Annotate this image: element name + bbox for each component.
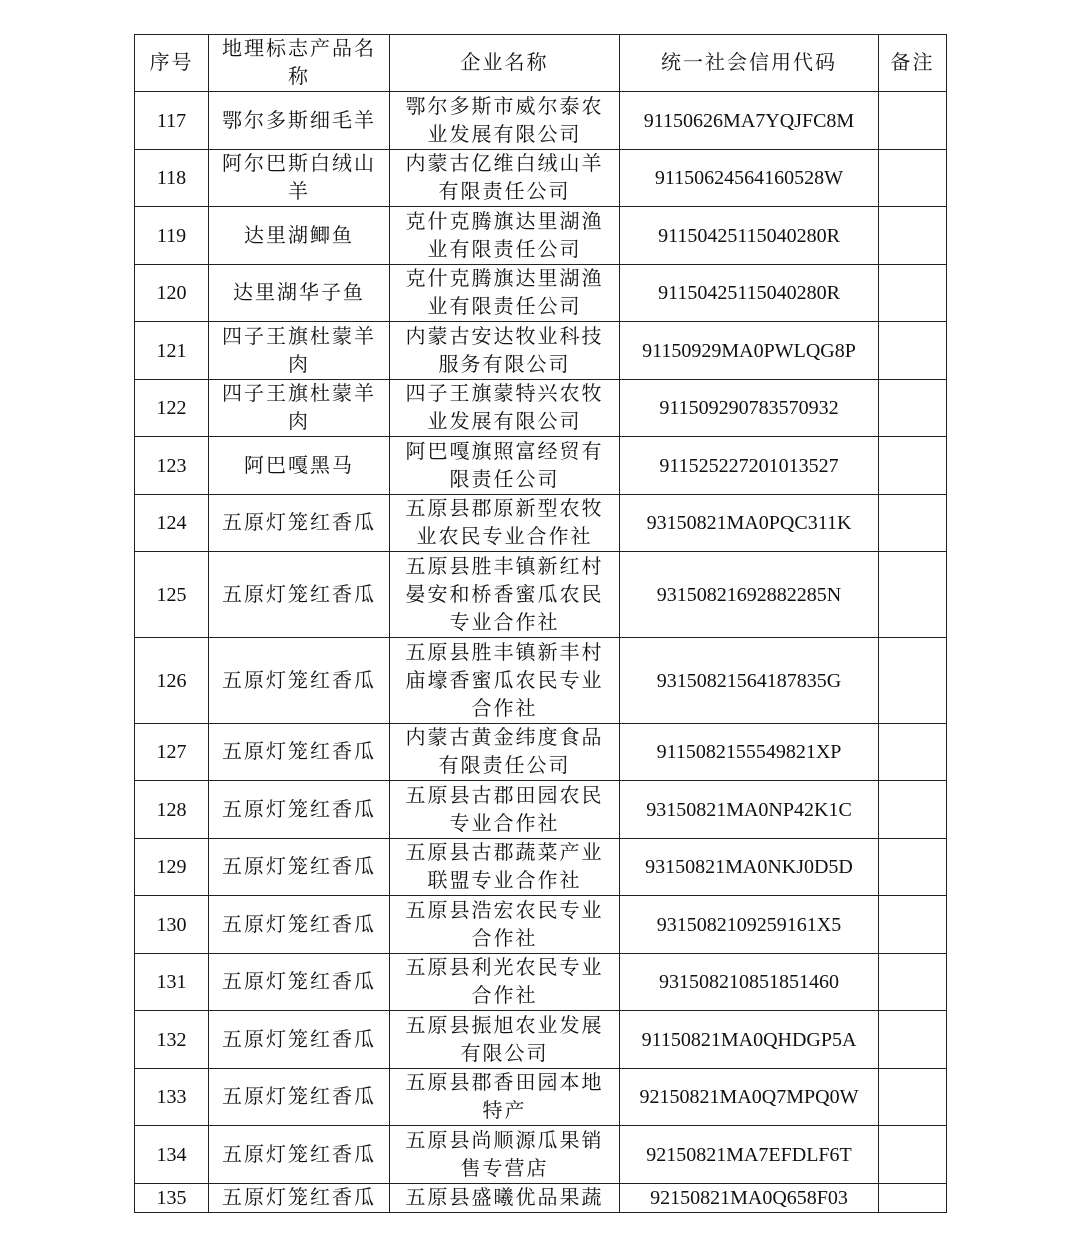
company-name-cell — [390, 495, 620, 552]
credit-code: 93150821MA0NP42K1C — [646, 798, 852, 821]
note-cell — [879, 92, 947, 150]
company-name-cell — [390, 265, 620, 322]
header-product: 地理标志产品名称 — [209, 35, 390, 92]
table-row — [135, 380, 947, 437]
company-name-cell — [390, 92, 620, 150]
row-number-cell — [135, 437, 209, 495]
product-name-cell — [209, 495, 390, 552]
product-name: 五原灯笼红香瓜 — [222, 1187, 376, 1209]
table-row — [135, 150, 947, 207]
row-number-cell — [135, 954, 209, 1011]
credit-code: 91150929MA0PWLQG8P — [642, 339, 856, 362]
row-number: 131 — [156, 971, 187, 993]
credit-code: 91150626MA7YQJFC8M — [643, 109, 855, 132]
table-row — [135, 1069, 947, 1126]
credit-code-cell — [620, 207, 879, 265]
note-cell — [879, 896, 947, 954]
product-name: 五原灯笼红香瓜 — [222, 798, 376, 821]
row-number-cell — [135, 1069, 209, 1126]
credit-code: 91150624564160528W — [654, 167, 844, 189]
company-name: 内蒙古黄金纬度食品有限责任公司 — [405, 727, 604, 777]
row-number-cell — [135, 1184, 209, 1213]
credit-code: 93150821MA0NKJ0D5D — [645, 856, 853, 878]
note-cell — [879, 150, 947, 207]
credit-code-cell — [620, 265, 879, 322]
company-name: 五原县浩宏农民专业合作社 — [405, 899, 604, 950]
geo-product-company-table — [134, 34, 947, 1213]
table-row — [135, 781, 947, 839]
table-row — [135, 724, 947, 781]
product-name-cell — [209, 1126, 390, 1184]
company-name-cell — [390, 552, 620, 638]
note-cell — [879, 380, 947, 437]
note-cell — [879, 1184, 947, 1213]
row-number: 118 — [156, 167, 187, 189]
header-note: 备注 — [879, 35, 947, 92]
credit-code-cell — [620, 1011, 879, 1069]
credit-code-cell — [620, 781, 879, 839]
company-name-cell — [390, 839, 620, 896]
row-number: 124 — [156, 512, 187, 534]
header-row — [135, 35, 947, 92]
company-name-cell — [390, 1069, 620, 1126]
row-number-cell — [135, 781, 209, 839]
company-name: 内蒙古亿维白绒山羊有限责任公司 — [405, 153, 604, 203]
note-cell — [879, 207, 947, 265]
header-credit-code: 统一社会信用代码 — [620, 35, 879, 92]
row-number: 120 — [156, 282, 187, 304]
product-name-cell — [209, 954, 390, 1011]
product-name-cell — [209, 552, 390, 638]
row-number: 135 — [156, 1187, 187, 1209]
row-number: 126 — [156, 669, 187, 692]
credit-code: 9315082109259161X5 — [656, 913, 842, 936]
credit-code-cell — [620, 322, 879, 380]
credit-code: 93150821692882285N — [656, 583, 842, 606]
table-row — [135, 92, 947, 150]
row-number-cell — [135, 207, 209, 265]
row-number: 127 — [156, 741, 187, 763]
company-name: 五原县盛曦优品果蔬 — [405, 1187, 604, 1209]
company-name: 四子王旗蒙特兴农牧业发展有限公司 — [405, 383, 604, 433]
credit-code-cell — [620, 1126, 879, 1184]
note-cell — [879, 1126, 947, 1184]
row-number-cell — [135, 552, 209, 638]
credit-code: 91150821MA0QHDGP5A — [641, 1028, 857, 1051]
product-name-cell — [209, 265, 390, 322]
table-row — [135, 1184, 947, 1213]
company-name: 五原县振旭农业发展有限公司 — [405, 1014, 604, 1065]
note-cell — [879, 724, 947, 781]
credit-code-cell — [620, 1069, 879, 1126]
product-name-cell — [209, 1184, 390, 1213]
credit-code: 92150821MA7EFDLF6T — [646, 1143, 852, 1166]
product-name-cell — [209, 839, 390, 896]
company-name: 五原县尚顺源瓜果销售专营店 — [405, 1129, 604, 1180]
credit-code: 911525227201013527 — [659, 454, 839, 477]
table-row — [135, 1126, 947, 1184]
company-name-cell — [390, 1011, 620, 1069]
row-number-cell — [135, 896, 209, 954]
table-row — [135, 322, 947, 380]
note-cell — [879, 322, 947, 380]
product-name-cell — [209, 781, 390, 839]
product-name-cell — [209, 322, 390, 380]
header-no: 序号 — [135, 35, 209, 92]
company-name-cell — [390, 954, 620, 1011]
company-name: 五原县胜丰镇新红村晏安和桥香蜜瓜农民专业合作社 — [405, 555, 604, 634]
row-number-cell — [135, 724, 209, 781]
credit-code-cell — [620, 92, 879, 150]
row-number: 132 — [156, 1028, 187, 1051]
table-row — [135, 265, 947, 322]
company-name: 五原县利光农民专业合作社 — [405, 957, 604, 1007]
row-number-cell — [135, 638, 209, 724]
note-cell — [879, 839, 947, 896]
row-number: 123 — [156, 454, 187, 477]
company-name: 阿巴嘎旗照富经贸有限责任公司 — [405, 440, 604, 491]
credit-code-cell — [620, 954, 879, 1011]
note-cell — [879, 265, 947, 322]
product-name: 五原灯笼红香瓜 — [222, 1143, 376, 1166]
row-number: 134 — [156, 1143, 187, 1166]
row-number-cell — [135, 495, 209, 552]
note-cell — [879, 638, 947, 724]
credit-code: 93150821MA0PQC311K — [646, 512, 852, 534]
note-cell — [879, 1011, 947, 1069]
company-name-cell — [390, 380, 620, 437]
company-name-cell — [390, 150, 620, 207]
row-number: 130 — [156, 913, 187, 936]
company-name: 鄂尔多斯市威尔泰农业发展有限公司 — [405, 95, 604, 146]
product-name: 五原灯笼红香瓜 — [222, 512, 376, 534]
product-name-cell — [209, 380, 390, 437]
product-name: 阿尔巴斯白绒山羊 — [222, 153, 376, 203]
row-number: 122 — [156, 397, 187, 419]
product-name: 五原灯笼红香瓜 — [222, 1028, 376, 1051]
credit-code-cell — [620, 437, 879, 495]
row-number: 133 — [156, 1086, 187, 1108]
product-name-cell — [209, 896, 390, 954]
company-name-cell — [390, 896, 620, 954]
table-row — [135, 552, 947, 638]
credit-code-cell — [620, 552, 879, 638]
table-row — [135, 437, 947, 495]
company-name-cell — [390, 207, 620, 265]
table-row — [135, 207, 947, 265]
note-cell — [879, 552, 947, 638]
company-name-cell — [390, 638, 620, 724]
row-number-cell — [135, 1011, 209, 1069]
credit-code: 91150425115040280R — [658, 282, 840, 304]
product-name-cell — [209, 150, 390, 207]
credit-code: 92150821MA0Q658F03 — [650, 1187, 848, 1209]
product-name-cell — [209, 207, 390, 265]
product-name-cell — [209, 638, 390, 724]
company-name: 五原县胜丰镇新丰村庙壕香蜜瓜农民专业合作社 — [405, 641, 604, 720]
company-name-cell — [390, 781, 620, 839]
product-name-cell — [209, 1069, 390, 1126]
company-name: 克什克腾旗达里湖渔业有限责任公司 — [405, 210, 604, 261]
table-row — [135, 839, 947, 896]
credit-code: 92150821MA0Q7MPQ0W — [639, 1086, 859, 1108]
row-number-cell — [135, 1126, 209, 1184]
row-number: 119 — [156, 224, 187, 247]
credit-code-cell — [620, 1184, 879, 1213]
credit-code-cell — [620, 724, 879, 781]
table-row — [135, 1011, 947, 1069]
company-name-cell — [390, 1126, 620, 1184]
note-cell — [879, 437, 947, 495]
product-name: 达里湖鲫鱼 — [244, 224, 354, 247]
credit-code: 911509290783570932 — [659, 397, 839, 419]
row-number-cell — [135, 322, 209, 380]
row-number-cell — [135, 92, 209, 150]
credit-code-cell — [620, 150, 879, 207]
table-body — [135, 92, 947, 1213]
company-name: 克什克腾旗达里湖渔业有限责任公司 — [405, 268, 604, 318]
credit-code-cell — [620, 495, 879, 552]
product-name: 五原灯笼红香瓜 — [222, 1086, 376, 1108]
product-name: 五原灯笼红香瓜 — [222, 741, 376, 763]
credit-code: 931508210851851460 — [659, 971, 839, 993]
table-row — [135, 954, 947, 1011]
product-name: 五原灯笼红香瓜 — [222, 913, 376, 936]
company-name-cell — [390, 724, 620, 781]
note-cell — [879, 1069, 947, 1126]
company-name: 五原县郡香田园本地特产 — [405, 1072, 604, 1122]
table-row — [135, 638, 947, 724]
company-name: 五原县郡原新型农牧业农民专业合作社 — [405, 498, 604, 548]
product-name: 五原灯笼红香瓜 — [222, 669, 376, 692]
company-name: 五原县古郡蔬菜产业联盟专业合作社 — [405, 842, 604, 892]
note-cell — [879, 781, 947, 839]
row-number-cell — [135, 380, 209, 437]
product-name-cell — [209, 1011, 390, 1069]
table-row — [135, 495, 947, 552]
row-number: 129 — [156, 856, 187, 878]
product-name-cell — [209, 437, 390, 495]
product-name: 阿巴嘎黑马 — [244, 454, 354, 477]
company-name-cell — [390, 437, 620, 495]
table-row — [135, 896, 947, 954]
header-company: 企业名称 — [390, 35, 620, 92]
row-number: 125 — [156, 583, 187, 606]
row-number: 117 — [156, 109, 187, 132]
company-name-cell — [390, 322, 620, 380]
company-name-cell — [390, 1184, 620, 1213]
note-cell — [879, 495, 947, 552]
company-name: 内蒙古安达牧业科技服务有限公司 — [405, 325, 604, 376]
row-number-cell — [135, 150, 209, 207]
company-name: 五原县古郡田园农民专业合作社 — [405, 784, 604, 835]
product-name: 鄂尔多斯细毛羊 — [222, 109, 376, 132]
row-number: 128 — [156, 798, 187, 821]
row-number: 121 — [156, 339, 187, 362]
product-name-cell — [209, 724, 390, 781]
row-number-cell — [135, 839, 209, 896]
row-number-cell — [135, 265, 209, 322]
credit-code-cell — [620, 380, 879, 437]
credit-code: 91150425115040280R — [658, 224, 840, 247]
credit-code-cell — [620, 839, 879, 896]
product-name: 五原灯笼红香瓜 — [222, 856, 376, 878]
credit-code: 9115082155549821XP — [656, 741, 842, 763]
product-name: 五原灯笼红香瓜 — [222, 971, 376, 993]
product-name: 四子王旗杜蒙羊肉 — [222, 383, 376, 433]
product-name-cell — [209, 92, 390, 150]
product-name: 五原灯笼红香瓜 — [222, 583, 376, 606]
credit-code-cell — [620, 638, 879, 724]
note-cell — [879, 954, 947, 1011]
credit-code-cell — [620, 896, 879, 954]
credit-code: 93150821564187835G — [656, 669, 842, 692]
product-name: 四子王旗杜蒙羊肉 — [222, 325, 376, 376]
product-name: 达里湖华子鱼 — [233, 282, 365, 304]
